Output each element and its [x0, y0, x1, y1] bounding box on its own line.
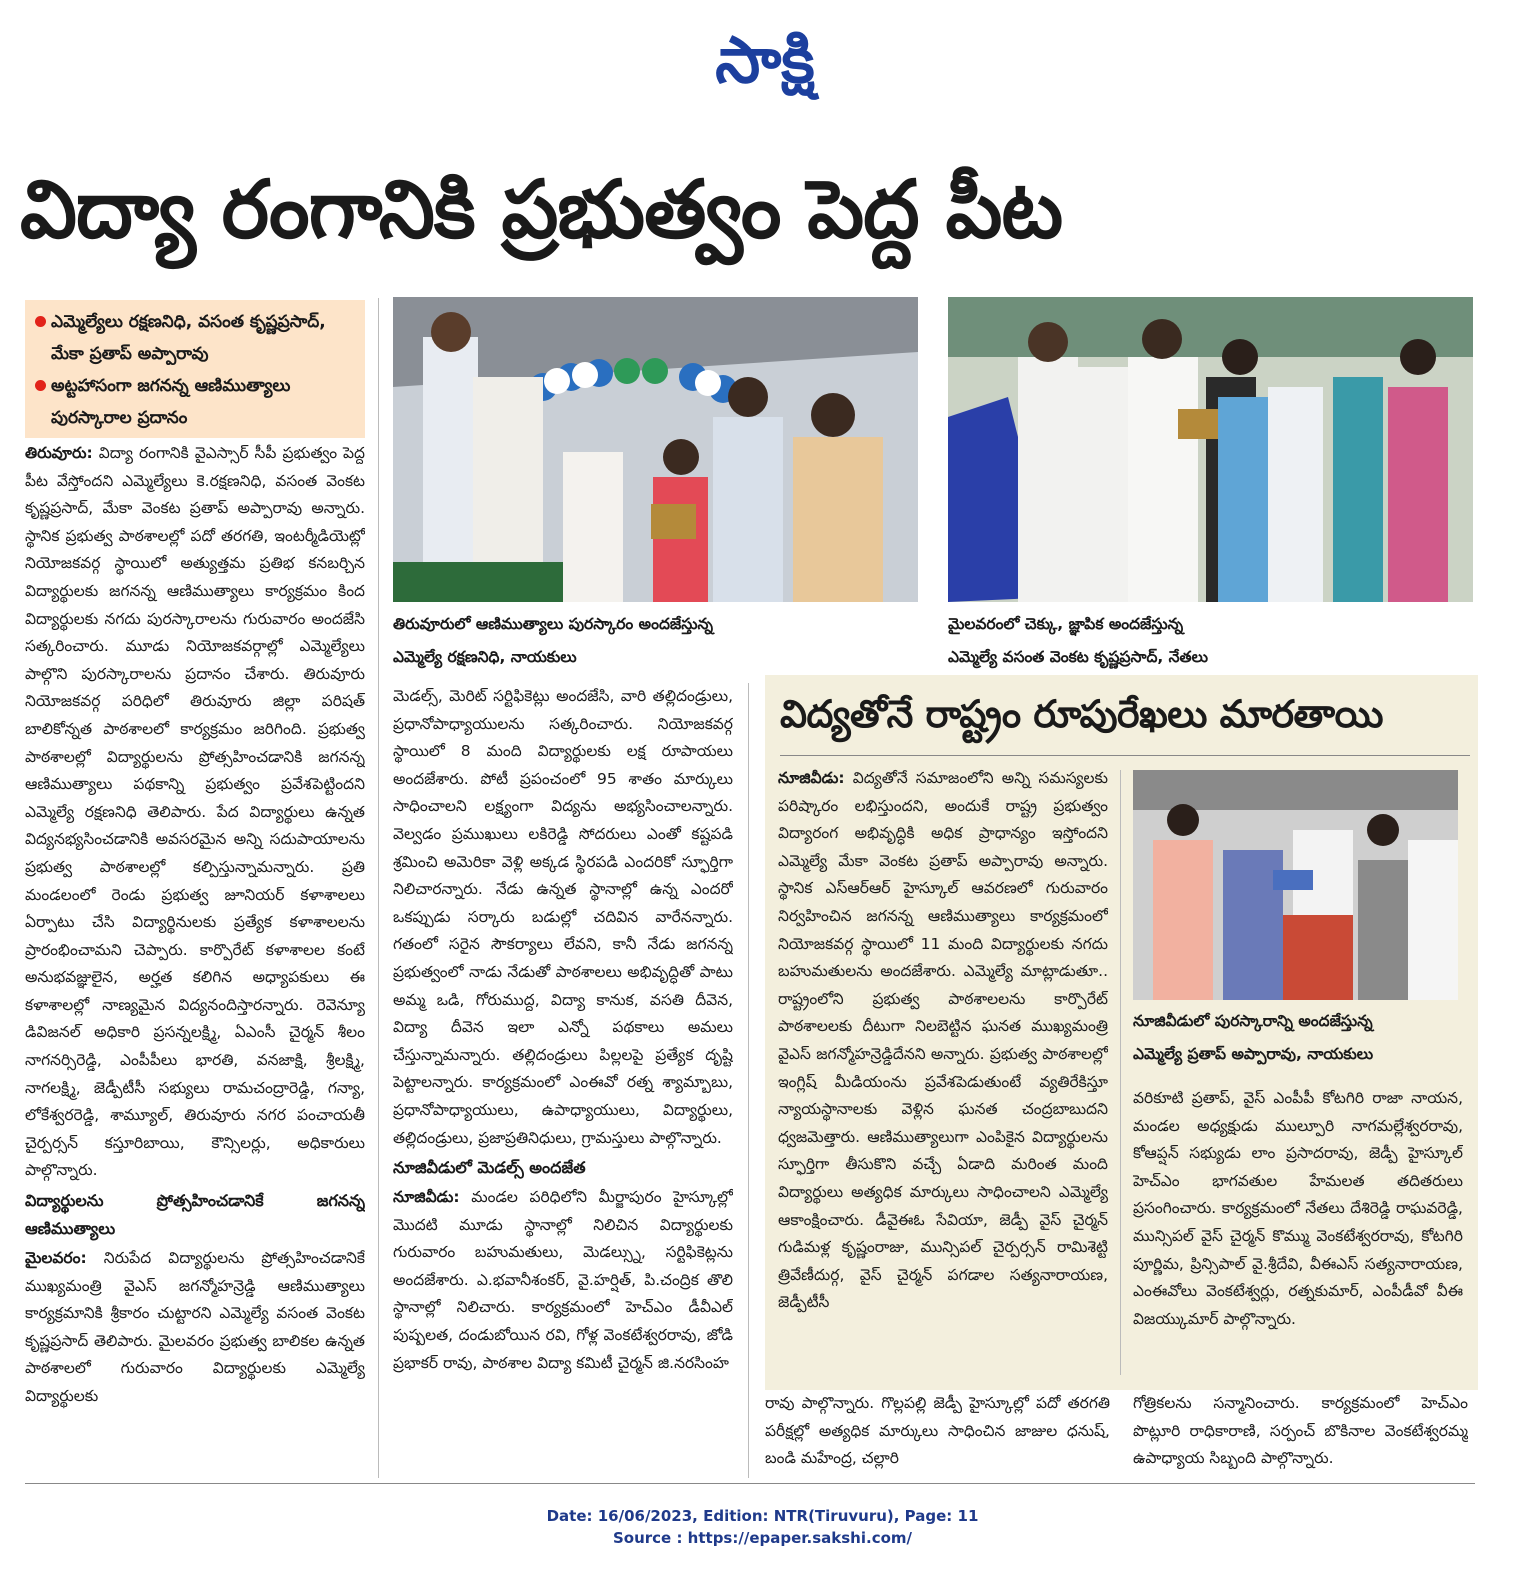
photo-mylavaram	[948, 297, 1473, 602]
article-column-2	[393, 683, 733, 1475]
footer	[0, 1505, 1525, 1549]
article-body: విద్యా రంగానికి వైఎస్సార్ సీపీ ప్రభుత్వం పెద్ద పీట వేస్తోందని ఎమ్మెల్యేలు కె.రక్షణనిధి, వసంత వెంకట కృష్ణప్రసాద్, మేకా వెంకట ప్రతాప్ అప్పారావు అన్నారు. స్థానిక ప్రభుత్వ పాఠశాలల్లో పదో తరగతి, ఇంటర్మీడియెట్లో నియోజకవర్గ స్థాయిలో అత్యుత్తమ ప్రతిభ కనబర్చిన విద్యార్థులకు జగనన్న ఆణిముత్యాలు కార్యక్రమం కింద విద్యార్థులకు నగదు పురస్కారాలను గురువారం అందజేసి సత్కరించారు. మూడు నియోజకవర్గాల్లో ఎమ్మెల్యేలు పాల్గొని పురస్కారాలను ప్రదానం చేశారు. తిరువూరు నియోజకవర్గ పరిధిలో తిరువూరు జిల్లా పరిషత్ బాలికోన్నత పాఠశాలలో కార్యక్రమం జరిగింది. ప్రభుత్వ పాఠశాలల్లో విద్యార్థులను ప్రోత్సహించడానికి జగనన్న ఆణిముత్యాలు పథకాన్ని ప్రభుత్వం ప్రవేశపెట్టిందని ఎమ్మెల్యే రక్షణనిధి తెలిపారు. పేద విద్యార్థులు ఉన్నత విద్యనభ్యసించడానికి అవసరమైన అన్ని సదుపాయాలను ప్రభుత్వ పాఠశాలల్లో కల్పిస్తున్నామన్నారు. ప్రతి మండలంలో రెండు ప్రభుత్వ జూనియర్ కళాశాలలు ఏర్పాటు చేసి విద్యార్థినులకు ప్రత్యేక కళాశాలలను ప్రారంభించామని చెప్పారు. కార్పొరేట్ కళాశాలల కంటే అనుభవజ్ఞులైన, అర్హత కలిగిన అధ్యాపకులు ఈ కళాశాలల్లో నాణ్యమైన విద్యనందిస్తారన్నారు. రెవెన్యూ డివిజనల్ అధికారి ప్రసన్నలక్ష్మి, ఏఎంసీ చైర్మన్ శీలం నాగనర్సిరెడ్డి, ఎంపీపీలు భారతి, వనజాక్షి, శ్రీలక్ష్మి, నాగలక్ష్మి, జెడ్పీటీసీ సభ్యులు రామచంద్రారెడ్డి, గన్యా, లోకేశ్వరరెడ్డి, శామ్యూల్, తిరువూరు నగర పంచాయతీ చైర్పర్సన్ కస్తూరిబాయి, కౌన్సిలర్లు, అధికారులు పాల్గొన్నారు.	[25, 444, 365, 1180]
article-column-4-tail	[1133, 1390, 1468, 1475]
footer-date: Date: 16/06/2023, Edition: NTR(Tiruvuru), Page: 11	[546, 1507, 979, 1525]
dateline: నూజివీడు:	[393, 1188, 460, 1207]
caption-line: ఎమ్మెల్యే ప్రతాప్ అప్పారావు, నాయకులు	[1133, 1045, 1374, 1063]
photo-nuzvid	[1133, 770, 1458, 1000]
article-body: రావు పాల్గొన్నారు. గొల్లపల్లి జెడ్పీ హైస్కూల్లో పదో తరగతి పరీక్షల్లో అత్యధిక మార్కులు సాధించిన జాజుల ధనుష్, బండి మహేంద్ర, చల్లారి	[765, 1394, 1110, 1468]
bullet-icon	[35, 380, 46, 391]
article-column-1	[25, 440, 365, 1480]
photo-tiruvuru	[393, 297, 918, 602]
footer-source-link[interactable]: Source : https://epaper.sakshi.com/	[612, 1529, 912, 1547]
title-rule	[780, 755, 1470, 756]
article-body: నిరుపేద విద్యార్థులను ప్రోత్సహించడానికే ముఖ్యమంత్రి వైఎస్ జగన్మోహన్రెడ్డి ఆణిముత్యాలు కార్యక్రమానికి శ్రీకారం చుట్టారని ఎమ్మెల్యే వసంత వెంకట కృష్ణప్రసాద్ తెలిపారు. మైలవరం ప్రభుత్వ బాలికల ఉన్నత పాఠశాలలో గురువారం విద్యార్థులకు ఎమ్మెల్యే విద్యార్థులకు	[25, 1249, 365, 1405]
caption-line: ఎమ్మెల్యే వసంత వెంకట కృష్ణప్రసాద్, నేతలు	[948, 648, 1208, 666]
photo-caption	[393, 608, 923, 674]
dateline: మైలవరం:	[25, 1249, 87, 1268]
article-body: మెడల్స్, మెరిట్ సర్టిఫికెట్లు అందజేసి, వారి తల్లిదండ్రులు, ప్రధానోపాధ్యాయులను సత్కరించారు. నియోజకవర్గ స్థాయిలో 8 మంది విద్యార్థులకు లక్ష రూపాయలు అందజేశారు. పోటీ ప్రపంచంలో 95 శాతం మార్కులు సాధించాలని లక్ష్యంగా విద్యను అభ్యసించాలన్నారు. వెల్వడం ప్రముఖులు లకిరెడ్డి సోదరులు ఎంతో కష్టపడి శ్రమించి అమెరికా వెళ్లి అక్కడ స్థిరపడి ఎందరికో స్ఫూర్తిగా నిలిచారన్నారు. నేడు ఉన్నత స్థానాల్లో ఉన్న ఎందరో ఒకప్పుడు సర్కారు బడుల్లో చదివిన వారేనన్నారు. గతంలో సరైన సౌకర్యాలు లేవని, కానీ నేడు జగనన్న ప్రభుత్వంలో నాడు నేడుతో పాఠశాలలు అభివృద్ధితో పాటు అమ్మ ఒడి, గోరుముద్ద, విద్యా కానుక, వసతి దీవెన, విద్యా దీవెన ఇలా ఎన్నో పథకాలు అమలు చేస్తున్నామన్నారు. తల్లిదండ్రులు పిల్లలపై ప్రత్యేక దృష్టి పెట్టాలన్నారు. కార్యక్రమంలో ఎంఈవో రత్న శ్యామ్బాబు, ప్రధానోపాధ్యాయులు, ఉపాధ్యాయులు, విద్యార్థులు, తల్లిదండ్రులు, ప్రజాప్రతినిధులు, గ్రామస్తులు పాల్గొన్నారు.	[393, 687, 733, 1147]
caption-line: మైలవరంలో చెక్కు, జ్ఞాపిక అందజేస్తున్న	[948, 615, 1184, 633]
photo-caption	[1133, 1005, 1473, 1071]
highlight-text: అట్టహాసంగా జగనన్న ఆణిముత్యాలు పురస్కారాల ప్రదానం	[51, 376, 291, 428]
dateline: తిరువూరు:	[25, 444, 93, 462]
subheading: నూజివీడులో మెడల్స్ అందజేత	[393, 1158, 586, 1178]
photo-caption	[948, 608, 1478, 674]
bullet-icon	[35, 316, 46, 327]
column-divider	[748, 683, 749, 1478]
article-body: గోత్రికలను సన్మానించారు. కార్యక్రమంలో హెచ్ఎం పొట్లూరి రాధికారాణి, సర్పంచ్ బొకినాల వెంకటేశ్వరమ్మ ఉపాధ్యాయ సిబ్బంది పాల్గొన్నారు.	[1133, 1394, 1468, 1468]
highlights-box	[25, 300, 365, 438]
subheading: విద్యార్థులను ప్రోత్సహించడానికే జగనన్న ఆణిముత్యాలు	[25, 1191, 365, 1239]
column-divider	[1120, 770, 1121, 1375]
feature-column-left	[778, 765, 1108, 1365]
highlight-item	[35, 370, 355, 434]
highlight-item	[35, 306, 355, 370]
caption-line: నూజివీడులో పురస్కారాన్ని అందజేస్తున్న	[1133, 1012, 1373, 1030]
footer-rule	[25, 1483, 1475, 1484]
feature-column-right	[1133, 1085, 1463, 1375]
highlight-text: ఎమ్మెల్యేలు రక్షణనిధి, వసంత కృష్ణప్రసాద్, మేకా ప్రతాప్ అప్పారావు	[51, 312, 326, 364]
article-body: మండల పరిధిలోని మీర్జాపురం హైస్కూల్లో మొదటి మూడు స్థానాల్లో నిలిచిన విద్యార్థులకు గురువారం బహుమతులు, మెడల్స్ను, సర్టిఫికెట్లను అందజేశారు. ఎ.భవానీశంకర్, వై.హర్షిత్, పి.చంద్రిక తొలి స్థానాల్లో నిలిచారు. కార్యక్రమంలో హెచ్ఎం డీవీఎల్ పుష్పలత, దండుబోయిన రవి, గోళ్ల వెంకటేశ్వరరావు, జోడి ప్రభాకర్ రావు, పాఠశాల విద్యా కమిటీ చైర్మన్ జి.నరసింహ	[393, 1188, 733, 1372]
column-divider	[378, 298, 379, 1478]
caption-line: తిరువూరులో ఆణిముత్యాలు పురస్కారం అందజేస్తున్న	[393, 615, 713, 633]
headline: విద్యా రంగానికి ప్రభుత్వం పెద్ద పీట	[20, 163, 1063, 256]
dateline: నూజివీడు:	[778, 769, 845, 787]
caption-line: ఎమ్మెల్యే రక్షణనిధి, నాయకులు	[393, 648, 577, 666]
sakshi-logo	[640, 20, 890, 100]
article-body: వరికూటి ప్రతాప్, వైస్ ఎంపీపీ కోటగిరి రాజా నాయన, మండల అధ్యక్షుడు ముల్పూరి నాగమల్లేశ్వరరావు, కోఆప్షన్ సభ్యుడు లాం ప్రసాదరావు, జెడ్పీ హైస్కూల్ హెచ్ఎం భాగవతుల హేమలత తదితరులు ప్రసంగించారు. కార్యక్రమంలో నేతలు దేశిరెడ్డి రాఘవరెడ్డి, మున్సిపల్ వైస్ చైర్మన్ కొమ్ము వెంకటేశ్వరరావు, కోటగిరి పూర్ణిమ, ప్రిన్సిపాల్ వై.శ్రీదేవి, వీఈఎస్ సత్యనారాయణ, ఎంఈవోలు వెంకటేశ్వర్లు, రత్నకుమార్, ఎంపీడీవో వీఈ విజయ్కుమార్ పాల్గొన్నారు.	[1133, 1089, 1463, 1328]
article-column-3-tail	[765, 1390, 1110, 1475]
article-body: విద్యతోనే సమాజంలోని అన్ని సమస్యలకు పరిష్కారం లభిస్తుందని, అందుకే రాష్ట్ర ప్రభుత్వం విద్యారంగ అభివృద్ధికి అధిక ప్రాధాన్యం ఇస్తోందని ఎమ్మెల్యే మేకా వెంకట ప్రతాప్ అప్పారావు అన్నారు. స్థానిక ఎస్ఆర్ఆర్ హైస్కూల్ ఆవరణలో గురువారం నిర్వహించిన జగనన్న ఆణిముత్యాలు కార్యక్రమంలో నియోజకవర్గ స్థాయిలో 11 మంది విద్యార్థులకు నగదు బహుమతులను అందజేశారు. ఎమ్మెల్యే మాట్లాడుతూ.. రాష్ట్రంలోని ప్రభుత్వ పాఠశాలలను కార్పొరేట్ పాఠశాలలకు దీటుగా నిలబెట్టిన ఘనత ముఖ్యమంత్రి వైఎస్ జగన్మోహన్రెడ్డిదేనని అన్నారు. ప్రభుత్వ పాఠశాలల్లో ఇంగ్లిష్ మీడియంను ప్రవేశపెడుతుంటే వ్యతిరేకిస్తూ న్యాయస్థానాలకు వెళ్లిన ఘనత చంద్రబాబుదని ధ్వజమెత్తారు. ఆణిముత్యాలుగా ఎంపికైన విద్యార్థులను స్ఫూర్తిగా తీసుకొని వచ్చే ఏడాది మరింత మంది విద్యార్థులు అత్యధిక మార్కులు సాధించాలని ఎమ్మెల్యే ఆకాంక్షించారు. డీవైఈఓ సేవియా, జెడ్పీ వైస్ చైర్మన్ గుడిమళ్ల కృష్ణంరాజు, మున్సిపల్ చైర్పర్సన్ రామిశెట్టి త్రివేణీదుర్గ, వైస్ చైర్మన్ పగడాల సత్యనారాయణ, జెడ్పీటీసీ	[778, 769, 1108, 1312]
logo-text: సాక్షి	[715, 24, 815, 98]
feature-title: విద్యతోనే రాష్ట్రం రూపురేఖలు మారతాయి	[780, 692, 1383, 736]
